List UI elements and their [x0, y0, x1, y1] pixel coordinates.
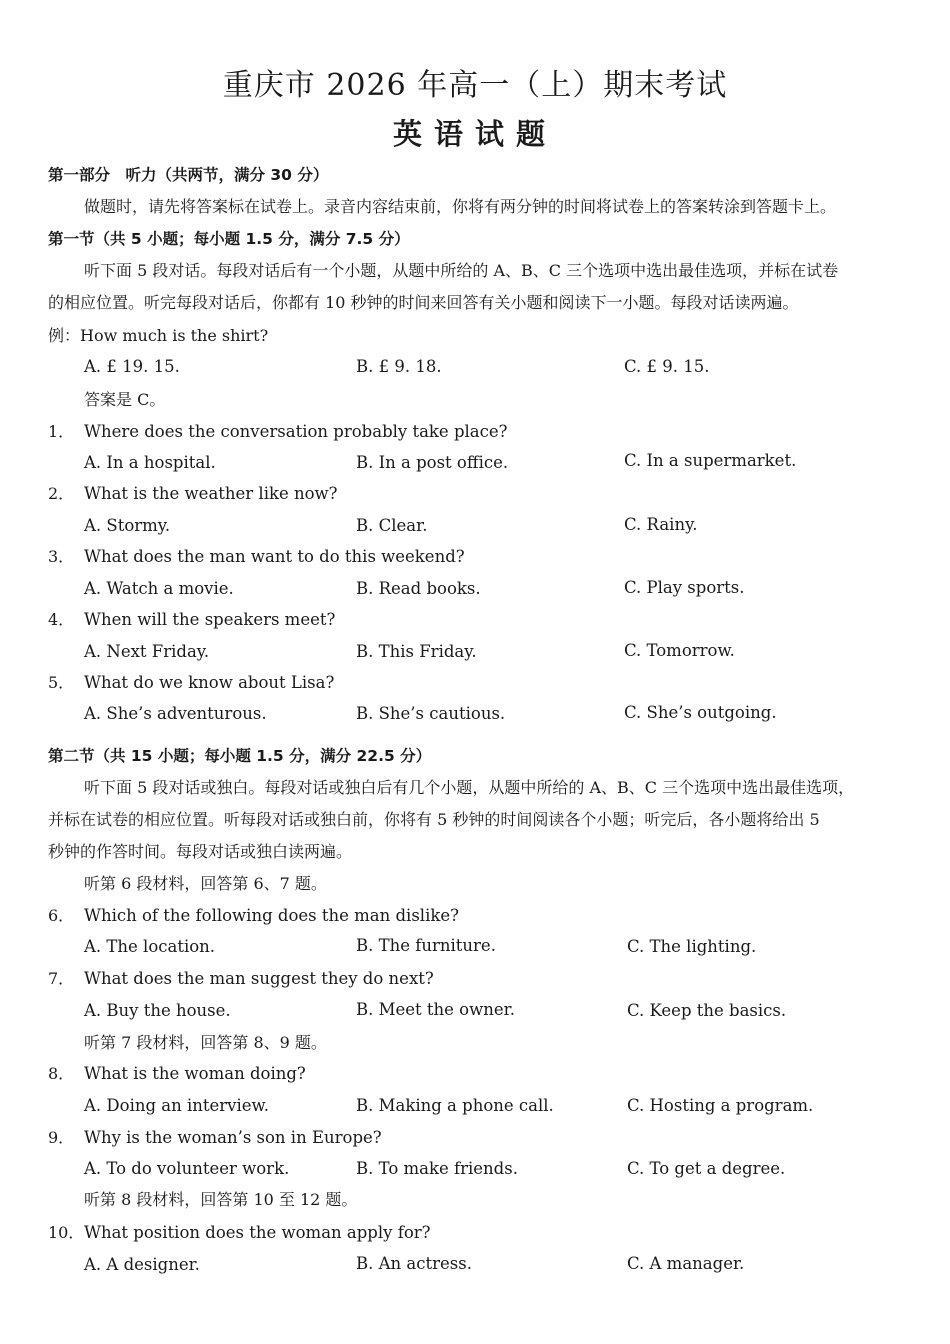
section2-instruction-line3: 秒钟的作答时间。每段对话或独白读两遍。	[48, 842, 353, 861]
question-text: What do we know about Lisa?	[84, 673, 335, 692]
option-b: B. Read books.	[356, 579, 481, 598]
question-number: 8．	[48, 1064, 75, 1083]
material-8-note: 听第 8 段材料，回答第 10 至 12 题。	[84, 1190, 358, 1209]
option-c: C. Keep the basics.	[627, 1001, 787, 1020]
question-number: 4．	[48, 610, 75, 629]
question-text: Why is the woman’s son in Europe?	[84, 1128, 382, 1147]
option-c: C. Play sports.	[624, 578, 745, 597]
option-b: B. The furniture.	[356, 936, 496, 955]
option-c: C. She’s outgoing.	[624, 703, 777, 722]
question-number: 7．	[48, 969, 75, 988]
example-option-b: B. £ 9. 18.	[356, 357, 442, 376]
option-b: B. Making a phone call.	[356, 1096, 554, 1115]
option-c: C. Hosting a program.	[627, 1096, 814, 1115]
question-text: When will the speakers meet?	[84, 610, 336, 629]
question-number: 3．	[48, 547, 75, 566]
option-a: A. She’s adventurous.	[84, 704, 267, 723]
section1-heading: 第一节（共 5 小题；每小题 1.5 分，满分 7.5 分）	[48, 230, 410, 248]
section2-heading: 第二节（共 15 小题；每小题 1.5 分，满分 22.5 分）	[48, 747, 432, 765]
option-a: A. Next Friday.	[84, 642, 210, 661]
question-number: 6．	[48, 906, 75, 925]
option-b: B. An actress.	[356, 1254, 472, 1273]
option-c: C. Rainy.	[624, 515, 698, 534]
question-text: What position does the woman apply for?	[84, 1223, 431, 1242]
section2-instruction-line2: 并标在试卷的相应位置。听每段对话或独白前，你将有 5 秒钟的时间阅读各个小题；听完后，各小题将给出 5	[48, 810, 820, 829]
exam-subtitle: 英语试题	[392, 117, 557, 151]
example-option-a: A. £ 19. 15.	[84, 357, 180, 376]
option-b: B. Meet the owner.	[356, 1000, 515, 1019]
question-number: 2．	[48, 484, 75, 503]
option-a: A. Doing an interview.	[84, 1096, 269, 1115]
part1-heading: 第一部分 听力（共两节，满分 30 分）	[48, 166, 329, 184]
exam-title: 重庆市 2026 年高一（上）期末考试	[222, 68, 728, 103]
option-a: A. In a hospital.	[84, 453, 216, 472]
option-c: C. Tomorrow.	[624, 641, 735, 660]
option-b: B. In a post office.	[356, 453, 509, 472]
question-text: Which of the following does the man dislike?	[84, 906, 459, 925]
option-c: C. In a supermarket.	[624, 451, 797, 470]
option-b: B. This Friday.	[356, 642, 477, 661]
question-number: 10．	[48, 1223, 85, 1242]
option-a: A. The location.	[84, 937, 216, 956]
question-text: What is the weather like now?	[84, 484, 338, 503]
example-answer: 答案是 C。	[84, 390, 166, 409]
question-text: What is the woman doing?	[84, 1064, 306, 1083]
material-6-note: 听第 6 段材料，回答第 6、7 题。	[84, 874, 327, 893]
option-a: A. Stormy.	[84, 516, 171, 535]
example-question: 例：How much is the shirt?	[48, 326, 269, 345]
option-a: A. Watch a movie.	[84, 579, 234, 598]
option-a: A. A designer.	[84, 1255, 200, 1274]
question-number: 1．	[48, 422, 75, 441]
part1-instruction: 做题时，请先将答案标在试卷上。录音内容结束前，你将有两分钟的时间将试卷上的答案转涂到答题卡上。	[84, 197, 837, 216]
option-a: A. To do volunteer work.	[84, 1159, 290, 1178]
option-c: C. The lighting.	[627, 937, 757, 956]
option-b: B. Clear.	[356, 516, 428, 535]
question-text: Where does the conversation probably take place?	[84, 422, 508, 441]
example-option-c: C. £ 9. 15.	[624, 357, 710, 376]
question-text: What does the man want to do this weekend?	[84, 547, 465, 566]
section1-instruction-line1: 听下面 5 段对话。每段对话后有一个小题，从题中所给的 A、B、C 三个选项中选出最佳选项，并标在试卷	[84, 261, 839, 280]
material-7-note: 听第 7 段材料，回答第 8、9 题。	[84, 1033, 327, 1052]
option-b: B. To make friends.	[356, 1159, 518, 1178]
option-a: A. Buy the house.	[84, 1001, 231, 1020]
section2-instruction-line1: 听下面 5 段对话或独白。每段对话或独白后有几个小题，从题中所给的 A、B、C 三个选项中选出最佳选项，	[84, 778, 855, 797]
option-b: B. She’s cautious.	[356, 704, 506, 723]
question-number: 9．	[48, 1128, 75, 1147]
option-c: C. A manager.	[627, 1254, 745, 1273]
option-c: C. To get a degree.	[627, 1159, 786, 1178]
question-text: What does the man suggest they do next?	[84, 969, 434, 988]
section1-instruction-line2: 的相应位置。听完每段对话后，你都有 10 秒钟的时间来回答有关小题和阅读下一小题。每段对话读两遍。	[48, 293, 799, 312]
question-number: 5．	[48, 673, 75, 692]
